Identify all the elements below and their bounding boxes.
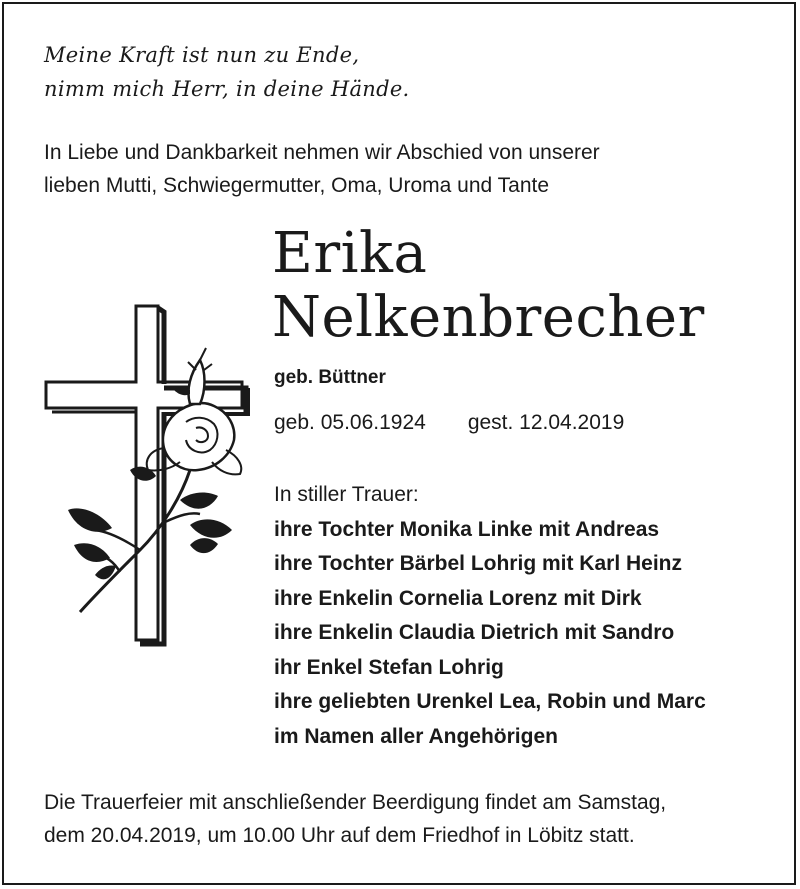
mourners-list bbox=[274, 478, 706, 754]
funeral-line-2: dem 20.04.2019, um 10.00 Uhr auf dem Friedhof in Löbitz statt. bbox=[44, 824, 635, 847]
deceased-name bbox=[272, 222, 705, 350]
birth-name: geb. Büttner bbox=[274, 367, 386, 388]
mourner-entry: ihre Enkelin Claudia Dietrich mit Sandro bbox=[274, 621, 675, 644]
intro-line-1: In Liebe und Dankbarkeit nehmen wir Abschied von unserer bbox=[44, 141, 600, 164]
mourner-entry: im Namen aller Angehörigen bbox=[274, 724, 558, 748]
life-dates bbox=[274, 408, 624, 438]
funeral-info bbox=[44, 786, 784, 852]
mourner-entry: ihre geliebten Urenkel Lea, Robin und Marc bbox=[274, 690, 706, 713]
intro-line-2: lieben Mutti, Schwiegermutter, Oma, Uroma und Tante bbox=[44, 174, 550, 197]
birth-date: geb. 05.06.1924 bbox=[274, 411, 426, 434]
death-date: gest. 12.04.2019 bbox=[467, 411, 625, 434]
deceased-first-name: Erika bbox=[272, 221, 428, 286]
mourner-entry: ihre Tochter Bärbel Lohrig mit Karl Heinz bbox=[274, 552, 683, 575]
mourner-entry: ihr Enkel Stefan Lohrig bbox=[274, 655, 504, 679]
intro-text bbox=[44, 136, 764, 202]
mourner-entry: ihre Enkelin Cornelia Lorenz mit Dirk bbox=[274, 586, 642, 610]
mourner-entry: ihre Tochter Monika Linke mit Andreas bbox=[274, 517, 660, 541]
verse-line-1: Meine Kraft ist nun zu Ende, bbox=[44, 43, 360, 67]
verse-line-2: nimm mich Herr, in deine Hände. bbox=[44, 77, 410, 101]
cross-with-rose-icon bbox=[40, 300, 255, 650]
mourners-lead: In stiller Trauer: bbox=[274, 483, 419, 506]
deceased-last-name: Nelkenbrecher bbox=[272, 285, 705, 350]
verse bbox=[44, 38, 410, 106]
funeral-line-1: Die Trauerfeier mit anschließender Beerdigung findet am Samstag, bbox=[44, 791, 667, 814]
